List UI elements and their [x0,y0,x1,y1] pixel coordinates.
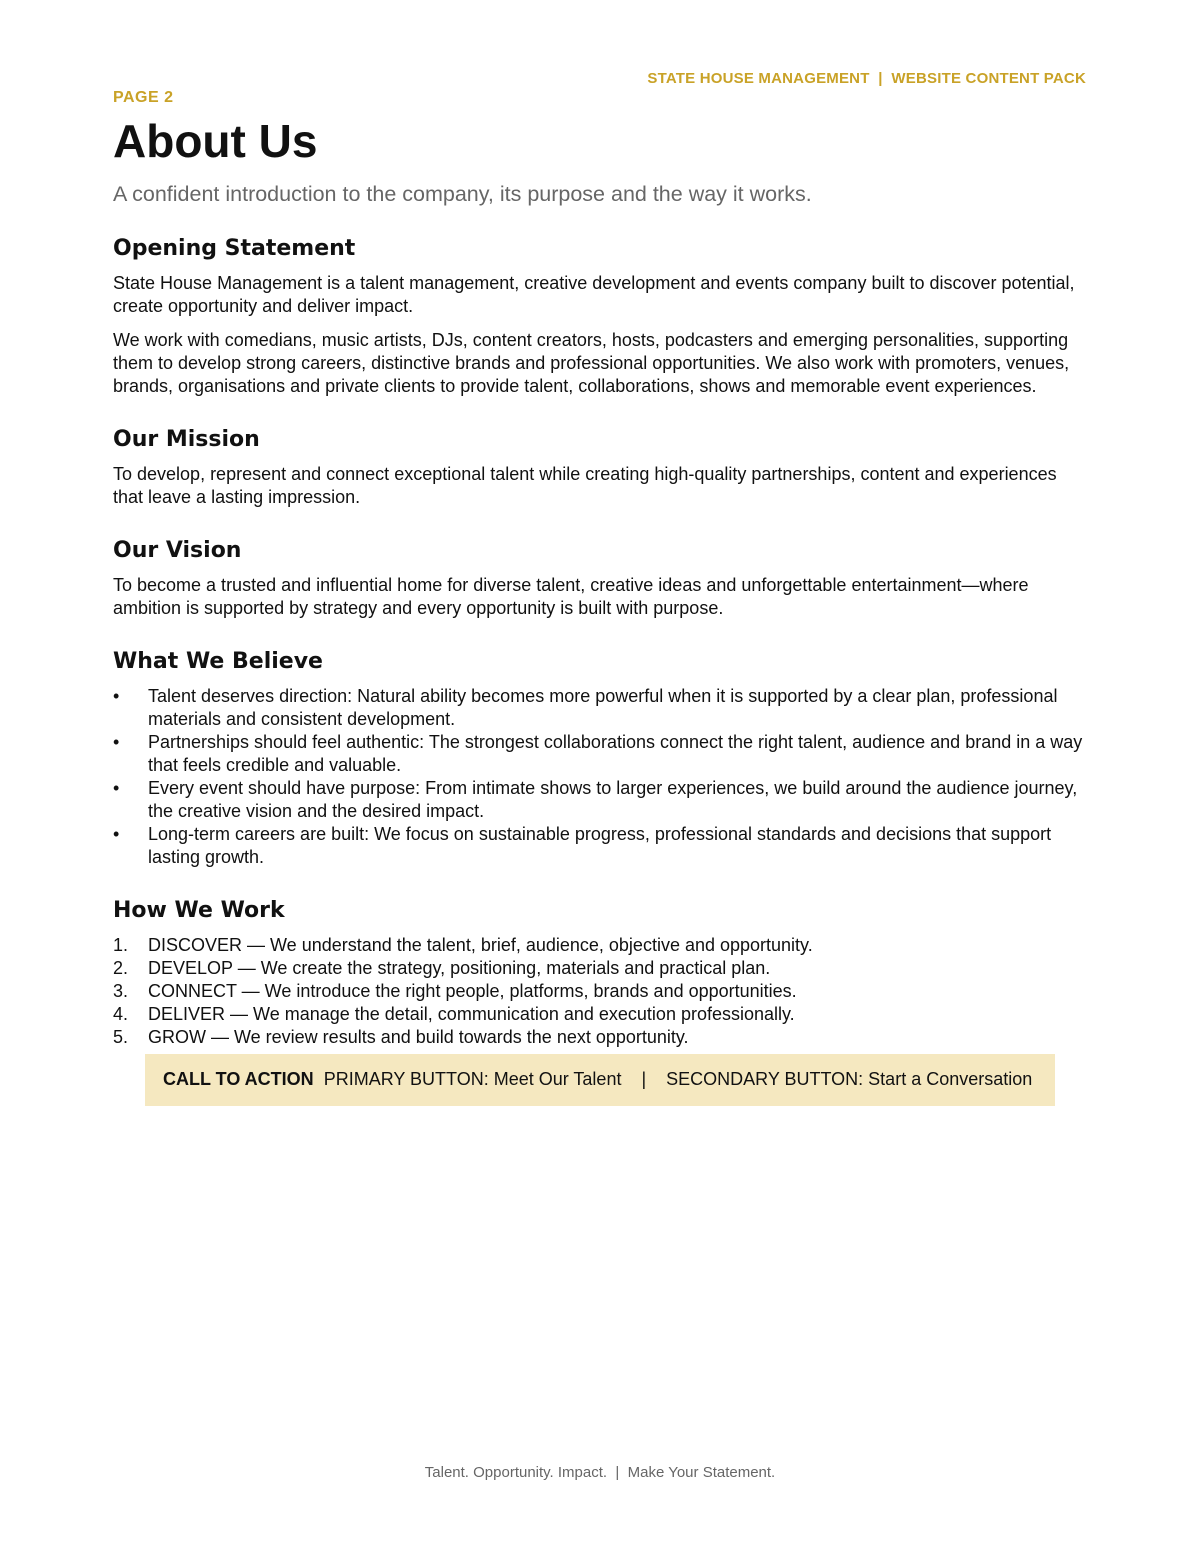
list-number: 3. [113,981,129,1001]
call-to-action-text: PRIMARY BUTTON: Meet Our Talent | SECONDARY BUTTON: Start a Conversation [323,1069,1033,1089]
list-number: 1. [113,935,129,955]
list-item-text: Long-term careers are built: We focus on sustainable progress, professional standards and decisions that support lasting growth. [148,824,1052,867]
mission-section [113,426,1088,509]
list-item [113,1003,1088,1026]
list-number: 5. [113,1027,129,1047]
page-label: PAGE 2 [113,89,174,106]
vision-text: To become a trusted and influential home for diverse talent, creative ideas and unforgettable entertainment—where ambition is supported by strategy and every opportunity is built with purpose. [113,575,1029,618]
list-item-text: DELIVER — We manage the detail, communication and execution professionally. [148,1004,795,1024]
beliefs-list [113,685,1088,869]
page-content [113,89,1088,1106]
running-header: STATE HOUSE MANAGEMENT | WEBSITE CONTENT PACK [647,70,1086,87]
list-item-text: GROW — We review results and build towards the next opportunity. [148,1027,689,1047]
page-title: About Us [113,115,318,167]
list-item-text: DISCOVER — We understand the talent, brief, audience, objective and opportunity. [148,935,813,955]
vision-heading: Our Vision [113,538,242,563]
list-item-text: DEVELOP — We create the strategy, positioning, materials and practical plan. [148,958,771,978]
bullet-icon: • [113,824,120,844]
mission-heading: Our Mission [113,427,260,452]
mission-text: To develop, represent and connect exceptional talent while creating high-quality partnerships, content and experiences that leave a lasting impression. [113,464,1057,507]
list-number: 2. [113,958,129,978]
list-item-text: Talent deserves direction: Natural ability becomes more powerful when it is supported by a clear plan, professional materials and consistent development. [148,686,1058,729]
call-to-action-label: CALL TO ACTION [163,1069,314,1089]
how-we-work-list [113,934,1088,1049]
list-item [113,980,1088,1003]
vision-section [113,537,1088,620]
beliefs-section [113,648,1088,869]
list-item [113,685,1088,731]
list-item [113,957,1088,980]
list-number: 4. [113,1004,129,1024]
list-item [113,823,1088,869]
opening-paragraph: State House Management is a talent management, creative development and events company built to discover potential, create opportunity and deliver impact. [113,273,1075,316]
list-item-text: CONNECT — We introduce the right people, platforms, brands and opportunities. [148,981,797,1001]
list-item [113,1026,1088,1049]
list-item [113,777,1088,823]
bullet-icon: • [113,778,120,798]
how-we-work-section [113,897,1088,1049]
bullet-icon: • [113,732,120,752]
opening-statement-section [113,235,1088,398]
beliefs-heading: What We Believe [113,649,323,674]
opening-paragraph: We work with comedians, music artists, DJs, content creators, hosts, podcasters and emerging personalities, supporting them to develop strong careers, distinctive brands and professional opportunities. We also work with promoters, venues, brands, organisations and private clients to provide talent, collaborations, shows and memorable event experiences. [113,330,1070,396]
bullet-icon: • [113,686,120,706]
list-item-text: Every event should have purpose: From intimate shows to larger experiences, we build around the audience journey, the creative vision and the desired impact. [148,778,1078,821]
list-item [113,934,1088,957]
call-to-action-box [145,1054,1055,1106]
list-item [113,731,1088,777]
page-footer: Talent. Opportunity. Impact. | Make Your Statement. [424,1464,776,1481]
how-we-work-heading: How We Work [113,898,285,923]
list-item-text: Partnerships should feel authentic: The strongest collaborations connect the right talent, audience and brand in a way that feels credible and valuable. [148,732,1083,775]
opening-statement-heading: Opening Statement [113,236,356,261]
page-subtitle: A confident introduction to the company, its purpose and the way it works. [113,182,812,206]
